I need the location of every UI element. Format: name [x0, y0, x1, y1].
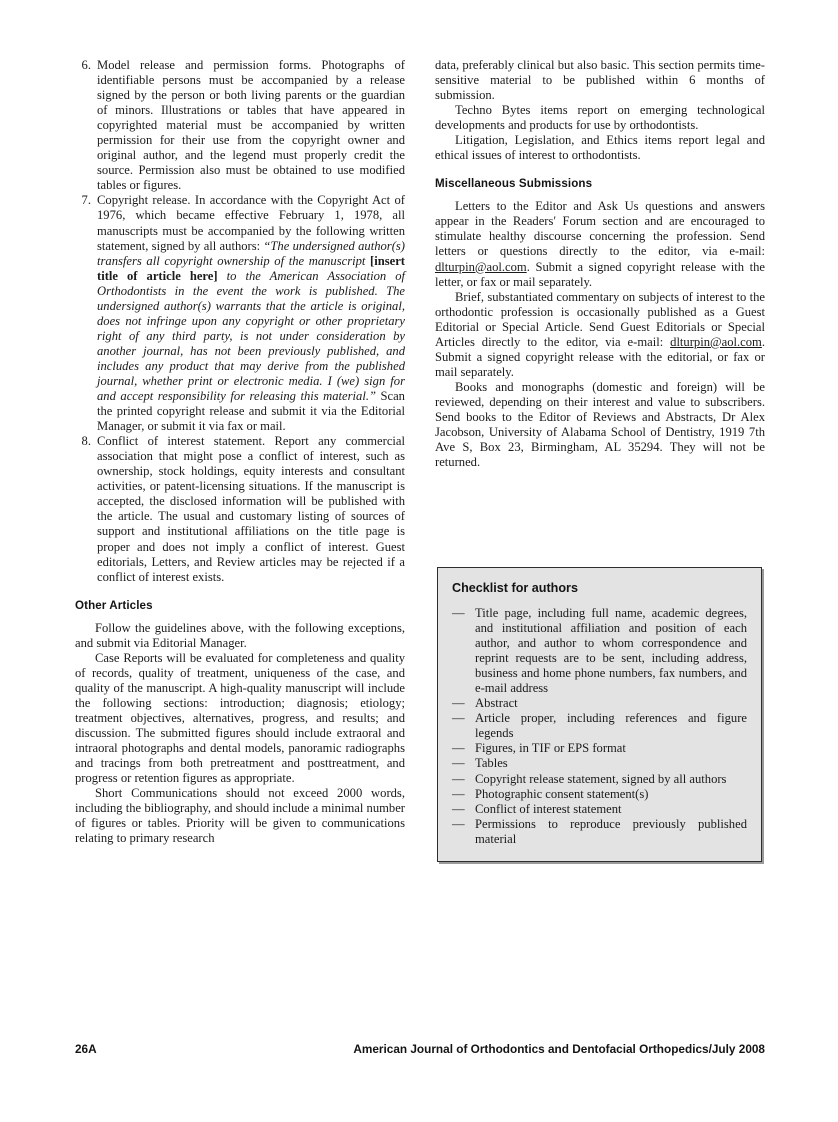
right-column	[435, 58, 765, 470]
paragraph-case-reports: Case Reports will be evaluated for completeness and quality of records, quality of treatment, uniqueness of the case, and quality of the manuscript. A high-quality manuscript will include the following sections: introduction; diagnosis; etiology; treatment objectives, alternatives, progress, and results; and discussion. The submitted figures should include extraoral and intraoral photographs and dental models, panoramic radiographs and tracings from both pretreatment and posttreatment, and progress or retention figures as appropriate.	[75, 650, 405, 786]
copyright-quote-part1: “The undersigned author(s) transfers all copyright ownership of the manuscript	[97, 238, 405, 268]
em-dash-icon: —	[452, 771, 465, 786]
editor-email-link[interactable]: dlturpin@aol.com	[435, 259, 527, 274]
copyright-tail-text: Scan the printed copyright release and submit it via the Editorial Manager, or submit it via fax or mail.	[97, 389, 405, 434]
footer-journal-title: American Journal of Orthodontics and Dentofacial Orthopedics/July 2008	[353, 1042, 765, 1056]
copyright-quote-part2: to the American Association of Orthodontists in the event the work is published. The undersigned author(s) warrants that the article is original, does not infringe upon any copyright or other proprietary right of any third party, is not under consideration by another journal, has not been previously published, and includes any product that may derive from the published journal, whether print or electronic media. I (we) sign for and accept responsibility for releasing this material.”	[97, 268, 405, 404]
checklist-item-label: Figures, in TIF or EPS format	[475, 741, 626, 756]
em-dash-icon: —	[452, 786, 465, 801]
copyright-lead-text: Copyright release. In accordance with the Copyright Act of 1976, which became effective February 1, 1978, all manuscripts must be accompanied by the following written statement, signed by all authors:	[97, 193, 405, 253]
numbered-instruction-list	[75, 58, 405, 585]
em-dash-icon: —	[452, 801, 465, 816]
list-item-text: Conflict of interest statement. Report any commercial association that might pose a conflict of interest, such as ownership, stock holdings, equity interests and consultant activities, or patent-licensing situations. If the manuscript is accepted, the disclosed information will be published with the article. The usual and customary listing of sources of support and institutional affiliations on the title page is proper and does not imply a conflict of interest. Guest editorials, Letters, and Review articles may be rejected if a conflict of interest exists.	[97, 434, 405, 584]
checklist-item	[452, 696, 747, 711]
letters-text-part1: Letters to the Editor and Ask Us questions and answers appear in the Readersʹ Forum section and are encouraged to stimulate healthy discourse concerning the profession. Send letters or questions directly to the editor, via e-mail:	[435, 199, 765, 259]
em-dash-icon: —	[452, 741, 465, 756]
list-item-number: 8.	[81, 434, 91, 449]
checklist-item-label: Abstract	[475, 696, 518, 711]
paragraph-letters-to-editor	[435, 199, 765, 289]
list-item-number: 6.	[81, 58, 91, 72]
em-dash-icon: —	[452, 696, 465, 711]
spacer	[435, 191, 765, 199]
checklist-item	[452, 606, 747, 696]
list-item-6	[75, 58, 405, 193]
checklist-for-authors-box	[437, 567, 762, 862]
em-dash-icon: —	[452, 606, 465, 620]
checklist-items	[452, 606, 747, 847]
list-item-text: Model release and permission forms. Photographs of identifiable persons must be accompanied by a release signed by the person or both living parents or the guardian of minors. Illustrations or tables that have appeared in copyrighted material must be accompanied by written permission for their use from the copyright owner and original author, and the legend must properly credit the source. Permission also must be obtained to use modified tables or figures.	[97, 58, 405, 193]
checklist-item-label: Permissions to reproduce previously published material	[475, 816, 747, 846]
em-dash-icon: —	[452, 816, 465, 831]
checklist-item-label: Tables	[475, 756, 508, 771]
checklist-item-label: Photographic consent statement(s)	[475, 786, 649, 801]
list-item-7	[75, 193, 405, 434]
footer-page-number: 26A	[75, 1042, 97, 1056]
checklist-item	[452, 711, 747, 741]
paragraph-litigation-legislation-ethics: Litigation, Legislation, and Ethics items report legal and ethical issues of interest to orthodontists.	[435, 133, 765, 163]
paragraph-techno-bytes: Techno Bytes items report on emerging technological developments and products for use by orthodontists.	[435, 103, 765, 133]
heading-miscellaneous-submissions: Miscellaneous Submissions	[435, 177, 593, 191]
letters-text-part2: . Submit a signed copyright release with the letter, or fax or mail separately.	[435, 259, 765, 289]
left-column	[75, 58, 405, 846]
paragraph-data-continuation: data, preferably clinical but also basic. This section permits time-sensitive material to be published within 6 months of submission.	[435, 58, 765, 103]
paragraph-short-communications: Short Communications should not exceed 2000 words, including the bibliography, and should include a minimal number of figures or tables. Priority will be given to communications relating to primary research	[75, 786, 405, 846]
checklist-item	[452, 772, 747, 787]
paragraph-books-and-monographs: Books and monographs (domestic and foreign) will be reviewed, depending on their interest and value to subscribers. Send books to the Editor of Reviews and Abstracts, Dr Alex Jacobson, University of Alabama School of Dentistry, 1919 7th Ave S, Box 23, Birmingham, AL 35294. They will not be returned.	[435, 379, 765, 470]
copyright-quote-bold-placeholder: [insert title of article here]	[97, 253, 405, 283]
em-dash-icon: —	[452, 756, 465, 771]
em-dash-icon: —	[452, 711, 465, 726]
checklist-item-label: Title page, including full name, academic degrees, and institutional affiliation and position of each author, and author to whom correspondence and reprint requests are to be sent, including address, business and home phone numbers, fax numbers, and e-mail address	[475, 606, 747, 696]
spacer	[75, 613, 405, 621]
paragraph-follow-guidelines: Follow the guidelines above, with the following exceptions, and submit via Editorial Manager.	[75, 620, 405, 650]
checklist-title: Checklist for authors	[452, 581, 578, 595]
spacer	[435, 163, 765, 177]
checklist-item-label: Copyright release statement, signed by all authors	[475, 771, 727, 786]
checklist-item-label: Article proper, including references and figure legends	[475, 711, 747, 741]
checklist-item	[452, 741, 747, 756]
commentary-text-part1: Brief, substantiated commentary on subjects of interest to the orthodontic profession is occasionally published as a Guest Editorial or Special Article. Send Guest Editorials or Special Articles directly to the editor, via e-mail:	[435, 289, 765, 349]
list-item-text	[97, 193, 405, 433]
editor-email-link-secondary[interactable]: dlturpin@aol.com	[670, 334, 762, 349]
paragraph-guest-editorial-commentary	[435, 290, 765, 380]
commentary-text-part2: . Submit a signed copyright release with the editorial, or fax or mail separately.	[435, 334, 765, 379]
list-item-number: 7.	[81, 193, 91, 208]
spacer	[75, 585, 405, 599]
page-footer	[75, 1042, 765, 1062]
checklist-item	[452, 756, 747, 771]
heading-other-articles: Other Articles	[75, 598, 153, 612]
checklist-item-label: Conflict of interest statement	[475, 801, 622, 816]
checklist-item	[452, 787, 747, 802]
list-item-8	[75, 434, 405, 584]
checklist-item	[452, 817, 747, 847]
checklist-item	[452, 802, 747, 817]
